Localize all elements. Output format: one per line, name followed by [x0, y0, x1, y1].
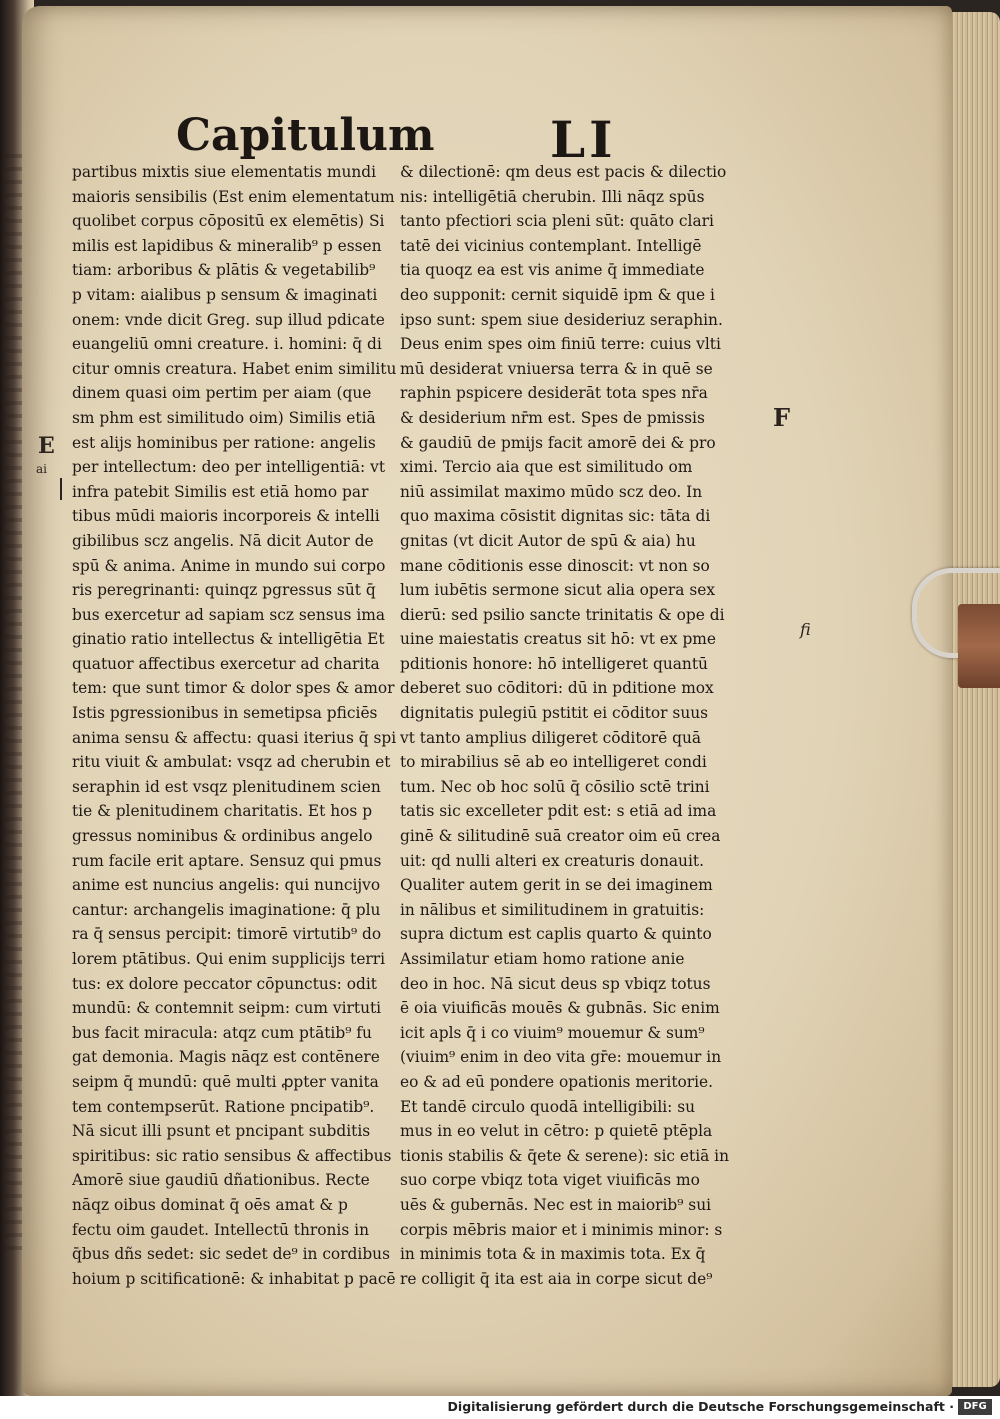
- left-column-line: per intellectum: deo per intelligentiā: vt: [72, 458, 386, 477]
- left-column-line: p vitam: aialibus p sensum & imaginati: [72, 285, 378, 304]
- right-column-line: tanto pfectiori scia pleni sūt: quāto clari: [400, 212, 714, 231]
- left-column-line: sm phm est similitudo oim) Similis etiā: [72, 408, 376, 427]
- right-column-line: Deus enim spes oim finiū terre: cuius vlti: [400, 335, 721, 354]
- margin-note-right-letter: F: [773, 403, 791, 432]
- right-column-line: dierū: sed psilio sancte trinitatis & ope di: [400, 605, 725, 624]
- right-column-line: mus in eo velut in cētro: p quietē ptēpla: [400, 1122, 713, 1141]
- right-column-line: pditionis honore: hō intelligeret quantū: [400, 654, 708, 673]
- left-column-line: Amorē siue gaudiū dñationibus. Recte: [72, 1171, 370, 1190]
- left-column-line: ginatio ratio intellectus & intelligētia Et: [72, 630, 385, 649]
- margin-note-left-small: ai: [36, 462, 47, 476]
- right-column-line: in nālibus et similitudinem in gratuitis:: [400, 900, 705, 919]
- right-column-line: nis: intelligētiā cherubin. Illi nāqz spūs: [400, 187, 705, 206]
- right-column-line: Et tandē circulo quodā intelligibili: su: [400, 1097, 696, 1116]
- right-column-line: supra dictum est caplis quarto & quinto: [400, 925, 712, 944]
- left-column-line: Nā sicut illi psunt et pncipant subditis: [72, 1122, 371, 1141]
- left-column-line: tibus mūdi maioris incorporeis & intelli: [72, 507, 380, 526]
- left-column-line: est alijs hominibus per ratione: angelis: [72, 433, 376, 452]
- right-column-line: tatis sic excelleter pdit est: s etiā ad ima: [400, 802, 717, 821]
- right-column-line: & gaudiū de pmijs facit amorē dei & pro: [400, 433, 716, 452]
- running-head-numeral: LI: [550, 110, 617, 169]
- left-column-line: tem: que sunt timor & dolor spes & amor: [72, 679, 395, 698]
- left-column-line: partibus mixtis siue elementatis mundi: [72, 163, 377, 181]
- right-column-line: lum iubētis sermone sicut alia opera sex: [400, 581, 716, 600]
- digitization-footer: [0, 1396, 1000, 1419]
- left-column-line: gibilibus scz angelis. Nā dicit Autor de: [72, 531, 374, 550]
- right-column-line: corpis mēbris maior et i minimis minor: s: [400, 1220, 723, 1239]
- left-column-line: tiam: arboribus & plātis & vegetabilib⁹: [72, 261, 376, 280]
- right-column-line: ē oia viuificās mouēs & gubnās. Sic enim: [400, 999, 720, 1018]
- left-column-line: euangeliū omni creature. i. homini: q̄ di: [72, 335, 382, 354]
- left-column-line: gressus nominibus & ordinibus angelo: [72, 827, 373, 846]
- right-column-line: uine maiestatis creatus sit hō: vt ex pme: [400, 630, 717, 649]
- right-column-line: uit: qd nulli alteri ex creaturis donauit.: [400, 851, 704, 870]
- left-column-line: gat demonia. Magis nāqz est contēnere: [72, 1048, 380, 1067]
- right-column-line: Qualiter autem gerit in se dei imaginem: [400, 876, 713, 895]
- left-column-line: dinem quasi oim pertim per aiam (que: [72, 384, 372, 403]
- left-column-line: bus facit miracula: atqz cum ptātib⁹ fu: [72, 1023, 372, 1042]
- right-column-line: deo supponit: cernit siquidē ipm & que i: [400, 285, 715, 304]
- right-column-line: ximi. Tercio aia que est similitudo om: [400, 458, 693, 477]
- right-column-line: niū assimilat maximo mūdo scz deo. In: [400, 482, 703, 501]
- leather-strap: [958, 604, 1000, 688]
- right-column-line: to mirabilius sē ab eo intelligeret condi: [400, 753, 707, 772]
- left-column-line: infra patebit Similis est etiā homo par: [72, 482, 369, 501]
- left-column-line: anima sensu & affectu: quasi iterius q̄ spi: [72, 728, 397, 747]
- left-column-line: spiritibus: sic ratio sensibus & affectibus: [72, 1146, 392, 1165]
- running-head-word: Capitulum: [176, 110, 435, 161]
- left-column-line: fectu oim gaudet. Intellectū thronis in: [72, 1220, 369, 1239]
- left-column-line: ritu viuit & ambulat: vsqz ad cherubin et: [72, 753, 391, 772]
- right-column-line: raphin pspicere desiderāt tota spes nr̄a: [400, 384, 708, 403]
- left-column-line: rum facile erit aptare. Sensuz qui pmus: [72, 851, 382, 870]
- left-column-line: quolibet corpus cōpositū ex elemētis) Si: [72, 212, 385, 231]
- left-column-line: ra q̄ sensus percipit: timorē virtutib⁹ do: [72, 925, 382, 944]
- left-column-line: tus: ex dolore peccator cōpunctus: odit: [72, 974, 377, 993]
- left-column-line: maioris sensibilis (Est enim elementatum: [72, 187, 395, 206]
- right-column-line: & dilectionē: qm deus est pacis & dilectio: [400, 163, 727, 181]
- margin-note-left-letter: E: [38, 433, 55, 459]
- right-column-line: tatē dei vicinius contemplant. Intelligē: [400, 236, 702, 255]
- right-column-line: deberet suo cōditori: dū in pditione mox: [400, 679, 714, 698]
- margin-bracket-mark: [60, 478, 66, 500]
- left-column-line: seipm q̄ mundū: quē multi ꝓpter vanita: [72, 1072, 379, 1091]
- right-column-line: icit apls q̄ i co viuim⁹ mouemur & sum⁹: [400, 1023, 705, 1042]
- left-column-line: mundū: & contemnit seipm: cum virtuti: [72, 999, 382, 1018]
- right-column-line: in minimis tota & in maximis tota. Ex q̄: [400, 1245, 706, 1264]
- left-column-line: milis est lapidibus & mineralib⁹ p essen: [72, 236, 382, 255]
- left-column-line: quatuor affectibus exercetur ad charita: [72, 654, 380, 673]
- right-column-line: (viuim⁹ enim in deo vita gr̄e: mouemur in: [400, 1048, 722, 1067]
- right-column-line: mane cōditionis esse dinoscit: vt non so: [400, 556, 710, 575]
- left-column-line: cantur: archangelis imaginatione: q̄ plu: [72, 900, 381, 919]
- left-column-line: nāqz oibus dominat q̄ oēs amat & p: [72, 1195, 348, 1214]
- right-column-line: mū desiderat vniuersa terra & in quē se: [400, 359, 713, 378]
- right-column-line: deo in hoc. Nā sicut deus sp vbiqz totus: [400, 974, 711, 993]
- right-column-line: dignitatis pulegiū pstitit ei cōditor suus: [400, 704, 709, 723]
- right-column-line: ginē & silitudinē suā creator oim eū crea: [400, 827, 721, 846]
- right-column-line: tionis stabilis & q̄ete & serene): sic etiā in: [400, 1146, 730, 1165]
- left-text-column: [72, 160, 404, 1291]
- left-column-line: spū & anima. Anime in mundo sui corpo: [72, 556, 386, 575]
- right-column-line: suo corpe vbiqz tota viget viuificās mo: [400, 1171, 700, 1190]
- right-column-line: tia quoqz ea est vis anime q̄ immediate: [400, 261, 705, 280]
- left-column-line: ris peregrinanti: quinqz pgressus sūt q̄: [72, 581, 376, 600]
- left-column-line: onem: vnde dicit Greg. sup illud pdicate: [72, 310, 385, 329]
- right-text-column: [400, 160, 774, 1291]
- left-column-line: citur omnis creatura. Habet enim similitu: [72, 359, 397, 378]
- right-column-line: uēs & gubernās. Nec est in maiorib⁹ sui: [400, 1195, 712, 1214]
- right-column-line: ipso sunt: spem siue desideriuz seraphin.: [400, 310, 723, 329]
- right-column-line: gnitas (vt dicit Autor de spū & aia) hu: [400, 531, 696, 550]
- left-column-line: seraphin id est vsqz plenitudinem scien: [72, 777, 381, 796]
- funding-credit: Digitalisierung gefördert durch die Deutsche Forschungsgemeinschaft ·: [447, 1399, 954, 1414]
- right-column-line: vt tanto amplius diligeret cōditorē quā: [400, 728, 702, 747]
- left-column-line: Istis pgressionibus in semetipsa pficiēs: [72, 704, 378, 723]
- left-column-line: tie & plenitudinem charitatis. Et hos p: [72, 802, 373, 821]
- right-column-line: eo & ad eū pondere opationis meritorie.: [400, 1072, 714, 1091]
- left-column-line: lorem ptātibus. Qui enim supplicijs terri: [72, 950, 386, 968]
- right-column-line: re colligit q̄ ita est aia in corpe sicut de⁹: [400, 1269, 713, 1288]
- right-column-line: tum. Nec ob hoc solū q̄ cōsilio sctē trini: [400, 777, 710, 796]
- left-column-line: q̄bus dñs sedet: sic sedet de⁹ in cordibus: [72, 1245, 390, 1264]
- left-column-line: tem contempserūt. Ratione pncipatib⁹.: [72, 1097, 375, 1116]
- dfg-logo: DFG: [958, 1399, 992, 1415]
- right-column-line: Assimilatur etiam homo ratione anie: [400, 950, 685, 968]
- margin-note-right-small: fi: [800, 620, 811, 639]
- right-column-line: quo maxima cōsistit dignitas sic: tāta di: [400, 507, 711, 526]
- right-column-line: & desiderium nr̄m est. Spes de pmissis: [400, 408, 705, 427]
- left-column-line: anime est nuncius angelis: qui nuncijvo: [72, 876, 381, 895]
- left-column-line: hoium p scitificationē: & inhabitat p pacē: [72, 1269, 396, 1288]
- left-column-line: bus exercetur ad sapiam scz sensus ima: [72, 605, 386, 624]
